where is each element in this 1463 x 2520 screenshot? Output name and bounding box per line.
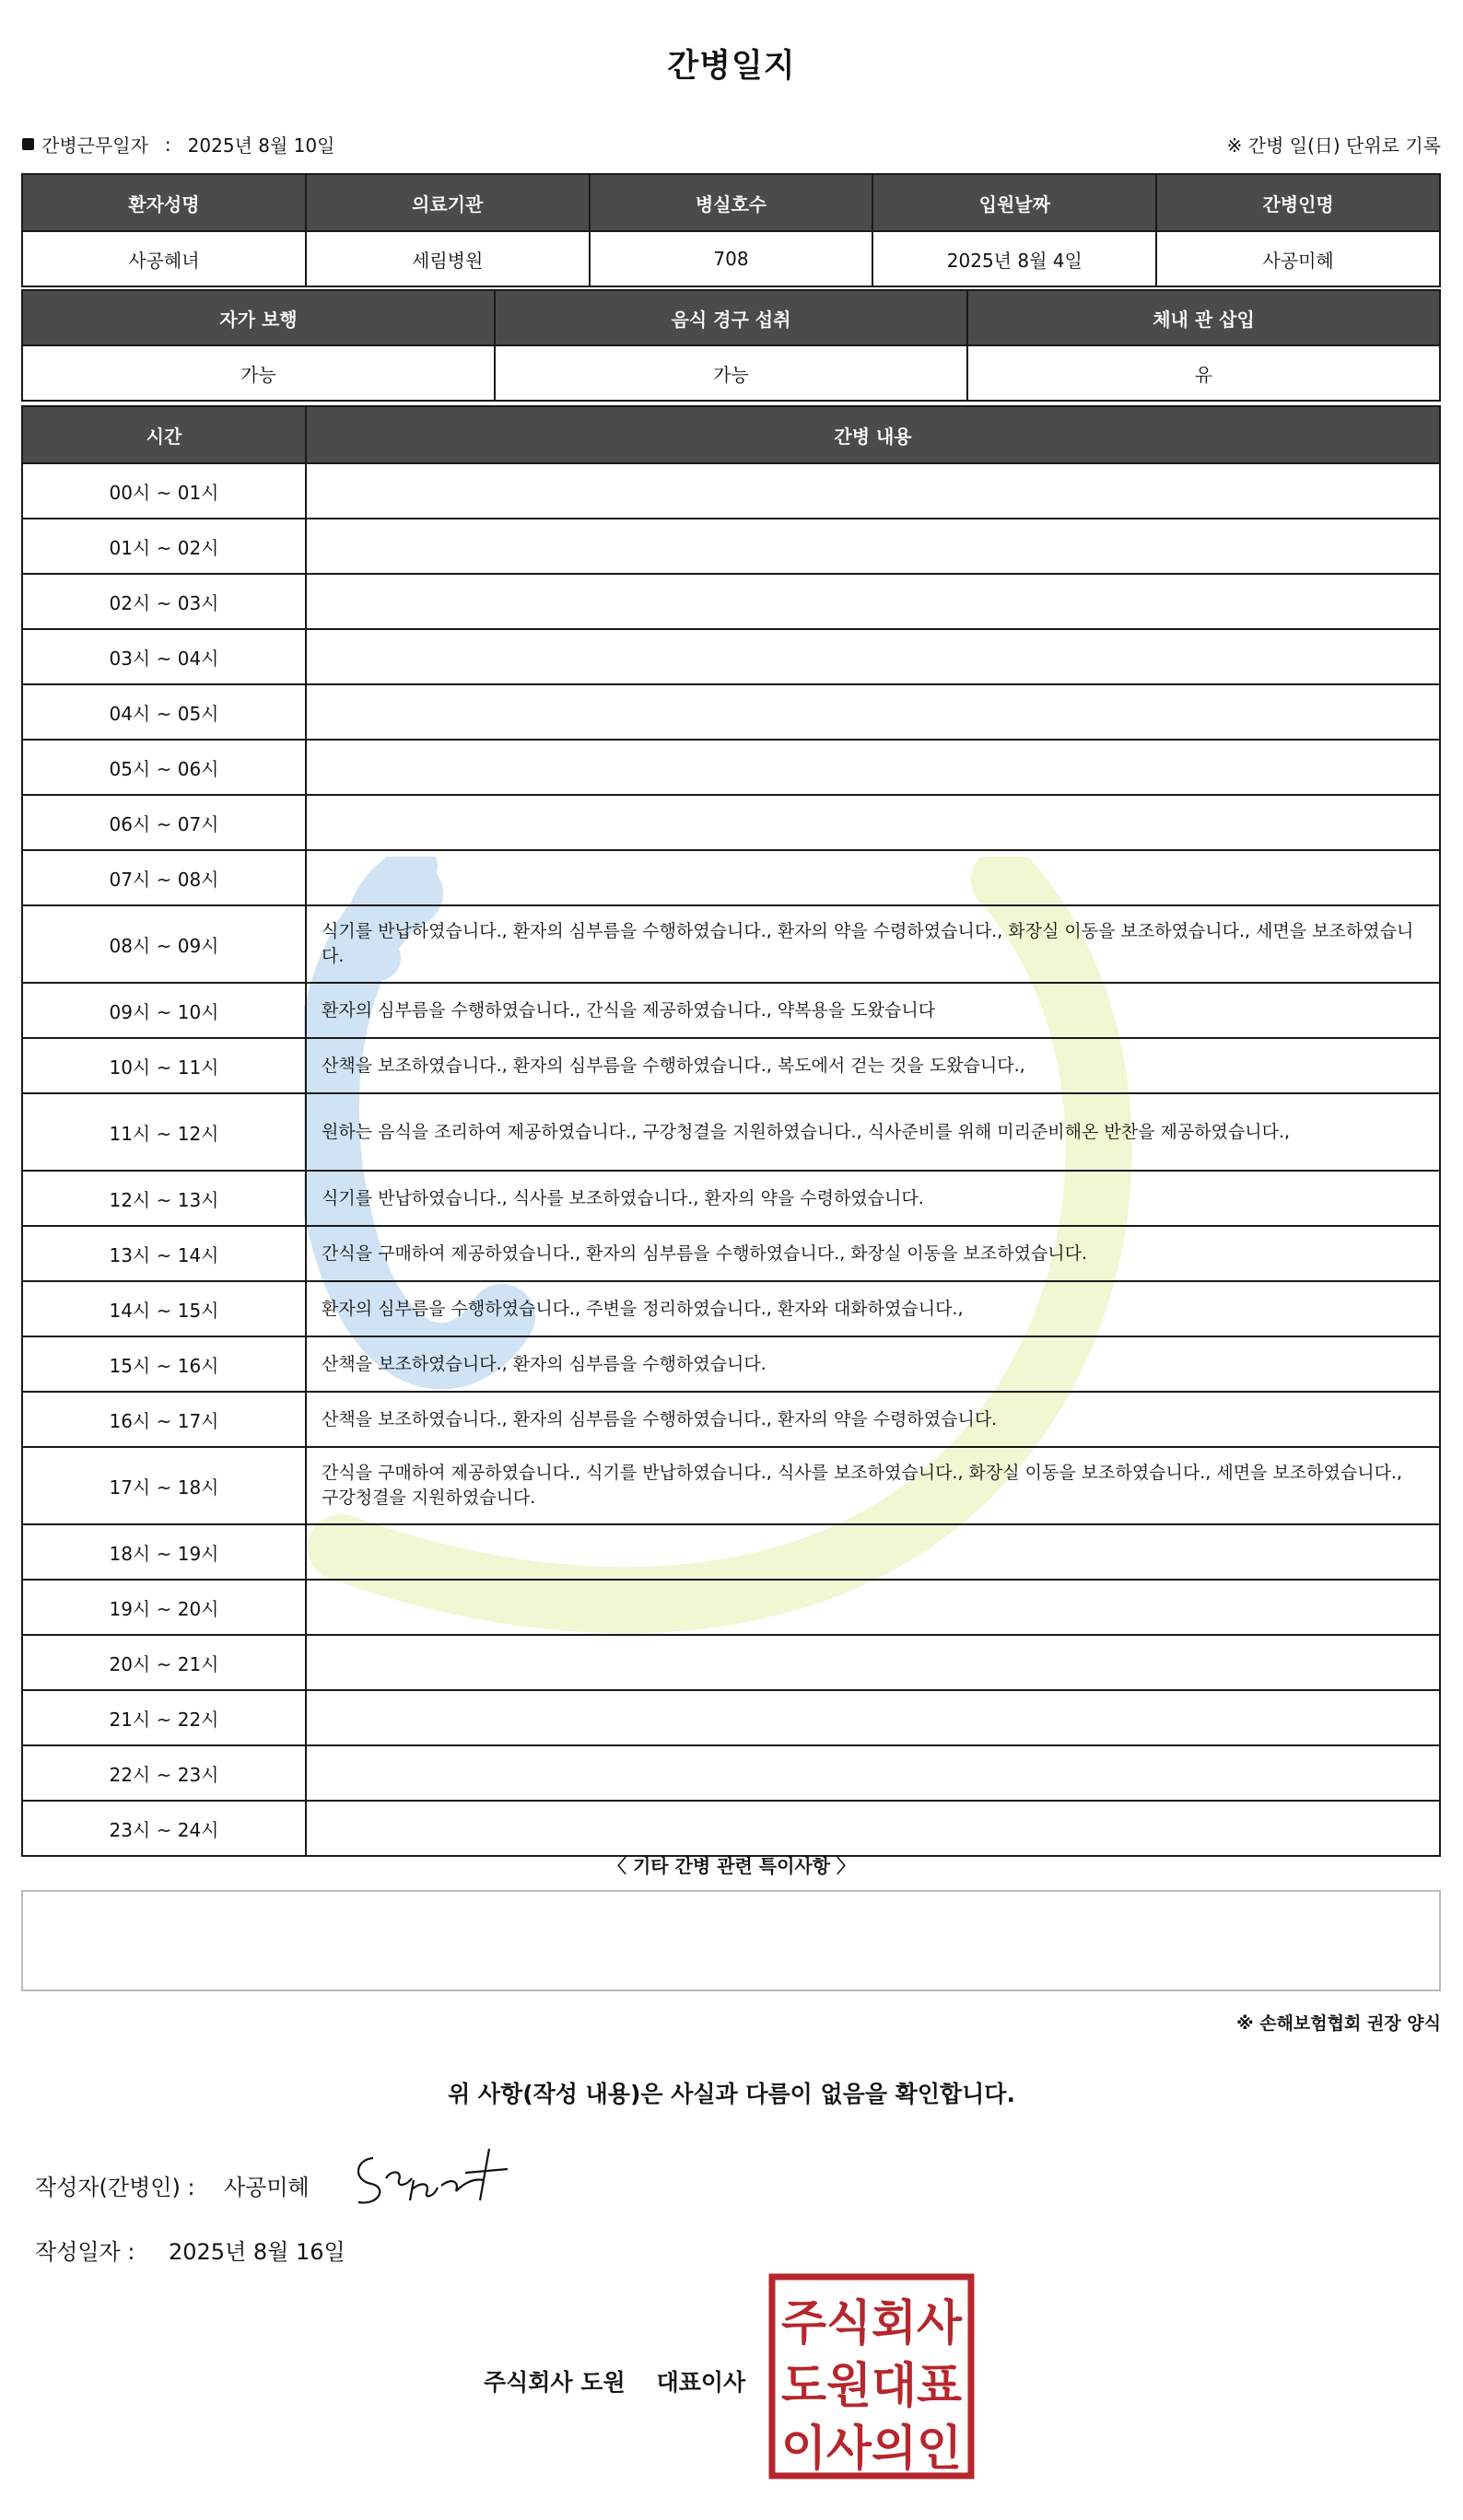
log-row: [22, 1171, 1440, 1226]
log-row: [22, 1801, 1440, 1856]
log-time: 17시 ~ 18시: [22, 1447, 306, 1524]
header-self-walking: 자가 보행: [22, 290, 495, 345]
log-row: [22, 463, 1440, 519]
log-row: [22, 1635, 1440, 1690]
log-content: 산책을 보조하였습니다., 환자의 심부름을 수행하였습니다.: [306, 1336, 1440, 1392]
company-line: [484, 2364, 745, 2398]
log-row: [22, 684, 1440, 740]
company-name: 주식회사 도원: [484, 2369, 626, 2396]
log-time: 15시 ~ 16시: [22, 1336, 306, 1392]
special-notes-box: [21, 1890, 1441, 1991]
log-row: [22, 1745, 1440, 1801]
writer-label: 작성자(간병인) :: [35, 2175, 195, 2200]
special-notes-title: 〈 기타 간병 관련 특이사항 〉: [607, 1855, 855, 1877]
log-row: [22, 1392, 1440, 1447]
log-content: 간식을 구매하여 제공하였습니다., 식기를 반납하였습니다., 식사를 보조하였습니다., 화장실 이동을 보조하였습니다., 세면을 보조하였습니다., 구강청결을 지원하였습니다.: [306, 1447, 1440, 1524]
log-content: [306, 463, 1440, 519]
header-room: 병실호수: [590, 174, 873, 231]
room-number: 708: [590, 231, 873, 286]
seal-line-3: 이사의인: [781, 2421, 962, 2477]
care-log-table: [21, 405, 1441, 1857]
log-row: [22, 1281, 1440, 1336]
care-date-line: [22, 131, 334, 158]
log-content: [306, 1580, 1440, 1635]
log-content: 산책을 보조하였습니다., 환자의 심부름을 수행하였습니다., 복도에서 걷는 것을 도왔습니다.,: [306, 1038, 1440, 1093]
log-time: 20시 ~ 21시: [22, 1635, 306, 1690]
log-content: [306, 1745, 1440, 1801]
log-time: 03시 ~ 04시: [22, 629, 306, 684]
patient-status-table: [21, 289, 1441, 402]
log-content: 산책을 보조하였습니다., 환자의 심부름을 수행하였습니다., 환자의 약을 수령하였습니다.: [306, 1392, 1440, 1447]
log-row: [22, 983, 1440, 1038]
log-time: 23시 ~ 24시: [22, 1801, 306, 1856]
log-time: 01시 ~ 02시: [22, 519, 306, 574]
log-content: 환자의 심부름을 수행하였습니다., 간식을 제공하였습니다., 약복용을 도왔습니다: [306, 983, 1440, 1038]
log-content: [306, 519, 1440, 574]
log-row: [22, 1580, 1440, 1635]
log-time: 09시 ~ 10시: [22, 983, 306, 1038]
log-content: 간식을 구매하여 제공하였습니다., 환자의 심부름을 수행하였습니다., 화장실 이동을 보조하였습니다.: [306, 1226, 1440, 1281]
handwritten-signature: [345, 2141, 511, 2215]
log-content: [306, 684, 1440, 740]
header-care-content: 간병 내용: [306, 406, 1440, 463]
written-date-line: [35, 2234, 345, 2266]
log-content: [306, 1690, 1440, 1745]
written-date-label: 작성일자 :: [35, 2239, 135, 2265]
log-row: [22, 1524, 1440, 1580]
log-content: [306, 740, 1440, 795]
log-time: 06시 ~ 07시: [22, 795, 306, 850]
header-tube-insertion: 체내 관 삽입: [967, 290, 1440, 345]
seal-line-2: 도원대표: [781, 2359, 962, 2414]
log-content: 원하는 음식을 조리하여 제공하였습니다., 구강청결을 지원하였습니다., 식사준비를 위해 미리준비해온 반찬을 제공하였습니다.,: [306, 1093, 1440, 1171]
log-row: [22, 574, 1440, 629]
header-admission-date: 입원날짜: [872, 174, 1156, 231]
log-row: [22, 519, 1440, 574]
tube-insertion-value: 유: [967, 345, 1440, 401]
page-title: 간병일지: [667, 48, 796, 85]
log-row: [22, 1226, 1440, 1281]
care-date-colon: :: [164, 133, 171, 156]
patient-name: 사공혜녀: [22, 231, 306, 286]
care-date-label: 간병근무일자: [41, 134, 148, 157]
company-seal-stamp: [768, 2273, 975, 2479]
bullet-square-icon: [22, 138, 34, 150]
header-patient-name: 환자성명: [22, 174, 306, 231]
log-row: [22, 850, 1440, 905]
log-content: [306, 629, 1440, 684]
log-row: [22, 795, 1440, 850]
log-time: 00시 ~ 01시: [22, 463, 306, 519]
log-time: 05시 ~ 06시: [22, 740, 306, 795]
log-content: [306, 850, 1440, 905]
caregiver-name: 사공미혜: [1156, 231, 1440, 286]
log-time: 04시 ~ 05시: [22, 684, 306, 740]
log-time: 10시 ~ 11시: [22, 1038, 306, 1093]
association-note: ※ 손해보험협회 권장 양식: [1236, 2013, 1441, 2034]
hospital: 세림병원: [306, 231, 590, 286]
company-title: 대표이사: [656, 2369, 746, 2396]
log-row: [22, 1336, 1440, 1392]
log-row: [22, 1447, 1440, 1524]
header-time: 시간: [22, 406, 306, 463]
admission-date: 2025년 8월 4일: [872, 231, 1156, 286]
written-date-value: 2025년 8월 16일: [169, 2239, 345, 2265]
header-oral-intake: 음식 경구 섭취: [495, 290, 967, 345]
log-time: 18시 ~ 19시: [22, 1524, 306, 1580]
writer-line: [35, 2169, 310, 2201]
care-date-value: 2025년 8월 10일: [187, 134, 335, 157]
log-content: 환자의 심부름을 수행하였습니다., 주변을 정리하였습니다., 환자와 대화하였습니다.,: [306, 1281, 1440, 1336]
writer-name: 사공미혜: [224, 2175, 310, 2200]
log-time: 08시 ~ 09시: [22, 905, 306, 983]
log-time: 21시 ~ 22시: [22, 1690, 306, 1745]
header-hospital: 의료기관: [306, 174, 590, 231]
seal-line-1: 주식회사: [781, 2296, 963, 2351]
log-content: [306, 1635, 1440, 1690]
log-time: 12시 ~ 13시: [22, 1171, 306, 1226]
confirmation-statement: 위 사항(작성 내용)은 사실과 다름이 없음을 확인합니다.: [448, 2081, 1015, 2107]
log-content: 식기를 반납하였습니다., 환자의 심부름을 수행하였습니다., 환자의 약을 수령하였습니다., 화장실 이동을 보조하였습니다., 세면을 보조하였습니다.: [306, 905, 1440, 983]
log-content: [306, 1801, 1440, 1856]
log-row: [22, 629, 1440, 684]
log-time: 07시 ~ 08시: [22, 850, 306, 905]
log-content: 식기를 반납하였습니다., 식사를 보조하였습니다., 환자의 약을 수령하였습니다.: [306, 1171, 1440, 1226]
log-time: 02시 ~ 03시: [22, 574, 306, 629]
log-time: 14시 ~ 15시: [22, 1281, 306, 1336]
log-row: [22, 740, 1440, 795]
log-content: [306, 574, 1440, 629]
log-time: 19시 ~ 20시: [22, 1580, 306, 1635]
log-time: 16시 ~ 17시: [22, 1392, 306, 1447]
oral-intake-value: 가능: [495, 345, 967, 401]
log-time: 11시 ~ 12시: [22, 1093, 306, 1171]
log-row: [22, 1690, 1440, 1745]
patient-info-table: [21, 173, 1441, 287]
self-walking-value: 가능: [22, 345, 495, 401]
log-content: [306, 795, 1440, 850]
log-row: [22, 1093, 1440, 1171]
log-time: 13시 ~ 14시: [22, 1226, 306, 1281]
log-row: [22, 905, 1440, 983]
header-caregiver-name: 간병인명: [1156, 174, 1440, 231]
log-content: [306, 1524, 1440, 1580]
log-time: 22시 ~ 23시: [22, 1745, 306, 1801]
record-unit-note: ※ 간병 일(日) 단위로 기록: [1226, 134, 1441, 157]
log-row: [22, 1038, 1440, 1093]
